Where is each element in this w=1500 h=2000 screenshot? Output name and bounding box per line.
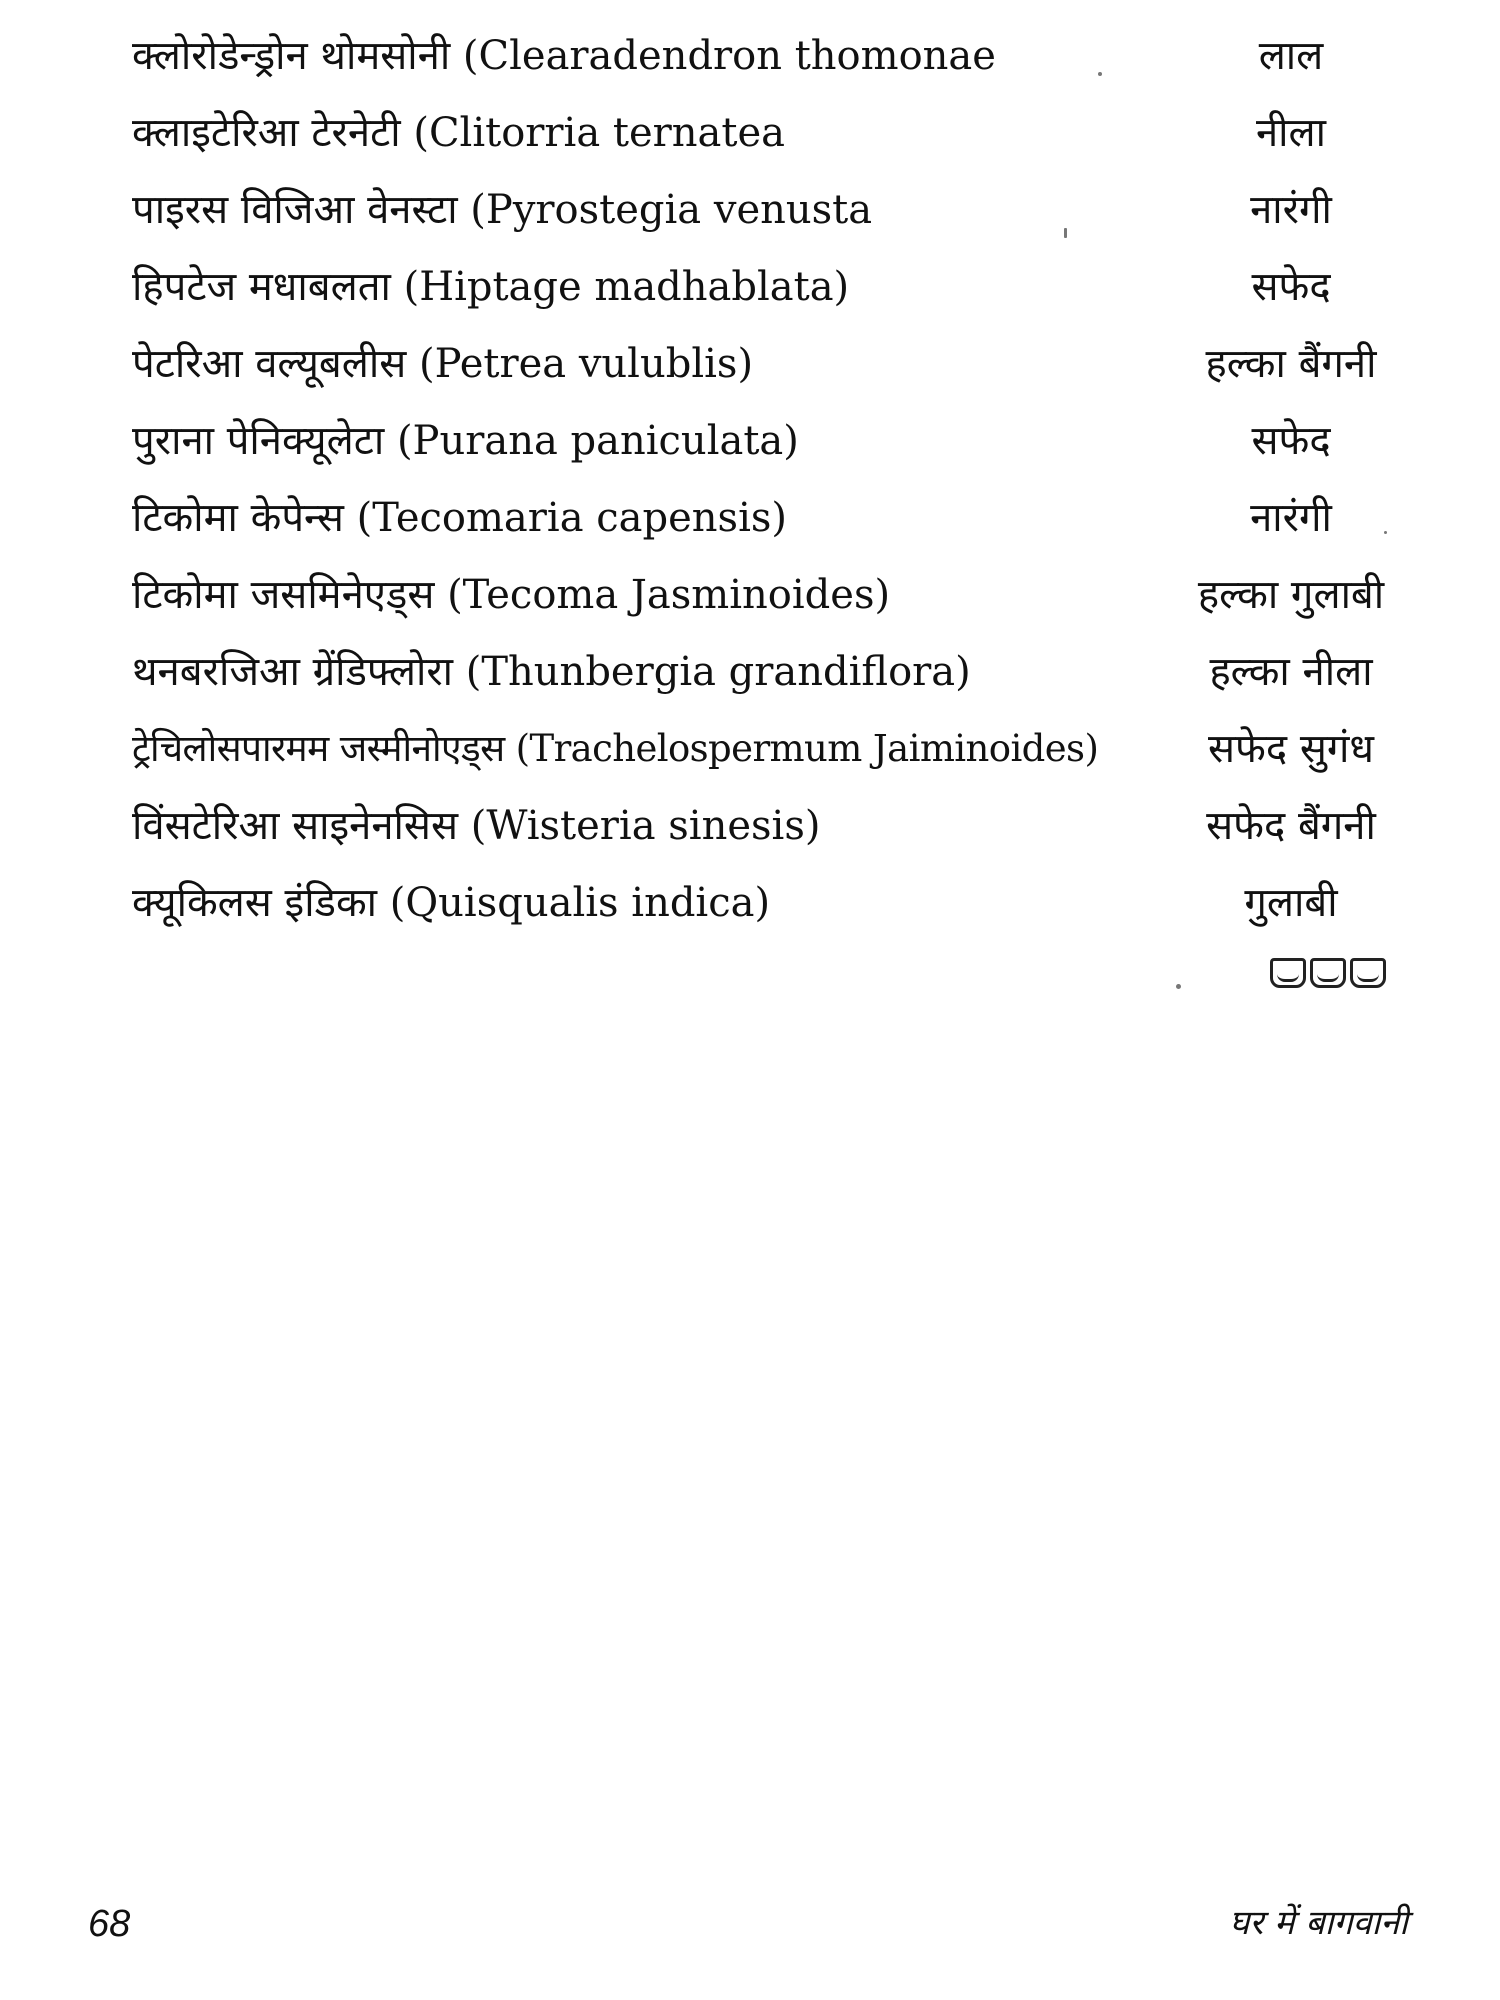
plant-name: टिकोमा केपेन्स (Tecomaria capensis): [132, 495, 788, 541]
plant-name: टिकोमा जसमिनेएड्स (Tecoma Jasminoides): [132, 572, 891, 618]
end-ornament-box: [1350, 958, 1386, 988]
plant-name: थनबरजिआ ग्रेंडिफ्लोरा (Thunbergia grandiflora): [132, 649, 971, 695]
flower-color: नीला: [1255, 110, 1327, 156]
plant-row: [132, 869, 1392, 946]
plant-row: [132, 407, 1392, 484]
plant-row: [132, 22, 1392, 99]
plant-row: [132, 484, 1392, 561]
plant-row: [132, 330, 1392, 407]
plant-name: पुराना पेनिक्यूलेटा (Purana paniculata): [132, 418, 799, 464]
running-footer-title: घर में बागवानी: [1229, 1903, 1408, 1943]
flower-color: लाल: [1258, 33, 1324, 79]
plant-row: [132, 638, 1392, 715]
page-number: 68: [88, 1903, 131, 1945]
flower-color: सफेद: [1251, 264, 1331, 310]
flower-color: सफेद बैंगनी: [1206, 803, 1376, 849]
flower-color: हल्का बैंगनी: [1205, 341, 1377, 387]
plant-name: विंसटेरिआ साइनेनसिस (Wisteria sinesis): [132, 803, 821, 849]
flower-color: हल्का गुलाबी: [1197, 572, 1385, 618]
plant-name: हिपटेज मधाबलता (Hiptage madhablata): [132, 264, 850, 310]
end-ornament-box: [1310, 958, 1346, 988]
flower-color: हल्का नीला: [1209, 649, 1373, 695]
plant-name: पेटरिआ वल्यूबलीस (Petrea vulublis): [132, 341, 754, 387]
plant-row: [132, 99, 1392, 176]
flower-color: गुलाबी: [1244, 880, 1338, 926]
flower-color: सफेद सुगंध: [1208, 726, 1374, 772]
flower-color: सफेद: [1251, 418, 1331, 464]
plant-name: क्यूकिलस इंडिका (Quisqualis indica): [132, 880, 771, 926]
flower-color: नारंगी: [1250, 187, 1332, 233]
plant-row: [132, 715, 1392, 792]
plant-row: [132, 561, 1392, 638]
print-speck: [1176, 984, 1181, 989]
section-end-ornament: [1270, 958, 1386, 988]
plant-row: [132, 253, 1392, 330]
plant-name: ट्रेचिलोसपारमम जस्मीनोएड्स (Trachelospermum Jaiminoides): [132, 727, 1099, 770]
plant-row: [132, 176, 1392, 253]
plant-name: क्लाइटेरिआ टेरनेटी (Clitorria ternatea: [132, 110, 785, 156]
flower-color: नारंगी: [1250, 495, 1332, 541]
plant-name: पाइरस विजिआ वेनस्टा (Pyrostegia venusta: [132, 187, 873, 233]
print-speck: [1098, 72, 1102, 76]
print-speck: [1384, 531, 1387, 534]
end-ornament-box: [1270, 958, 1306, 988]
plant-row: [132, 792, 1392, 869]
plant-color-list: [132, 22, 1392, 946]
print-speck: [1064, 228, 1067, 238]
plant-name: क्लोरोडेन्ड्रोन थोमसोनी (Clearadendron thomonae: [132, 33, 996, 79]
